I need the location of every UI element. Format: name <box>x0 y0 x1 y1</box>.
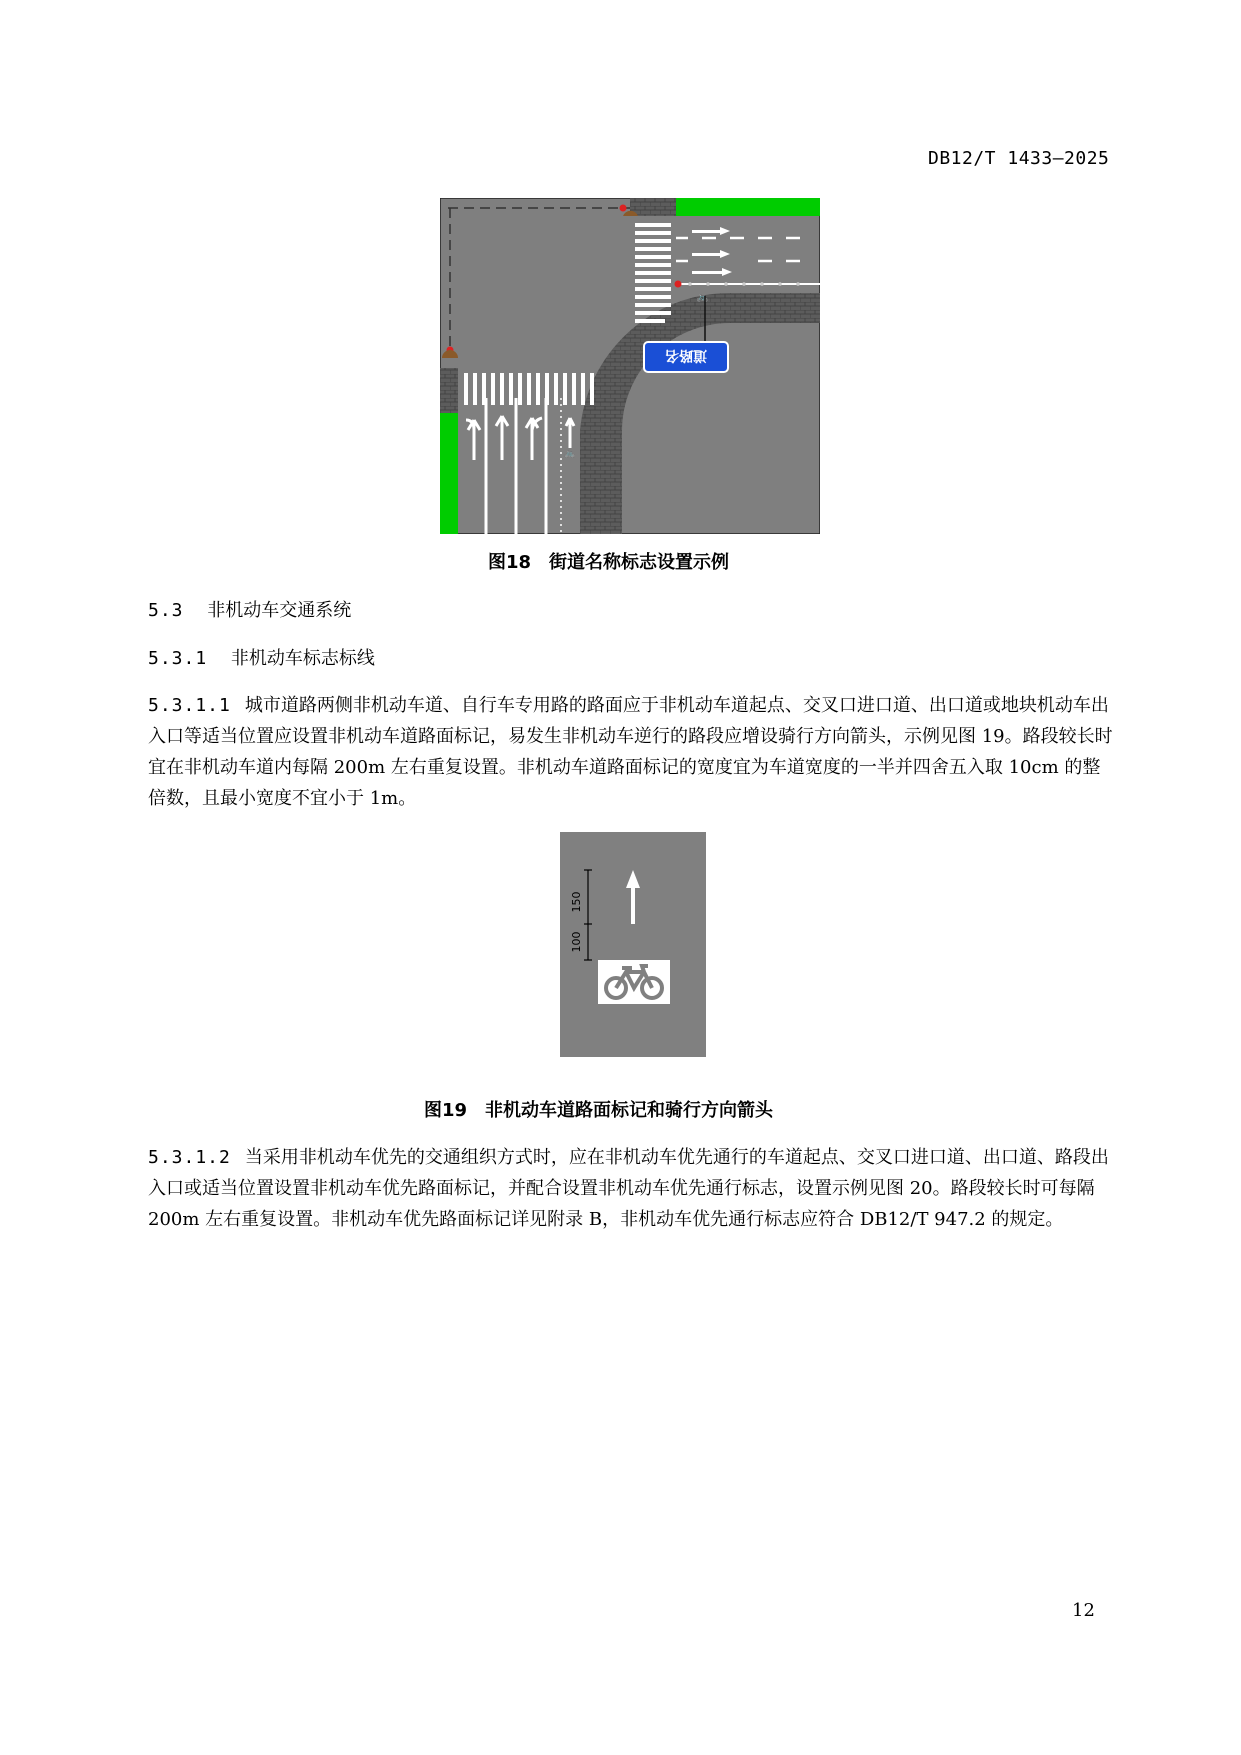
clause-5-3-1-1 <box>148 690 1116 814</box>
figure-18-caption: 图18 街道名称标志设置示例 <box>488 552 730 573</box>
section-5-3-1-heading <box>148 644 375 670</box>
section-number: 5.3.1 <box>148 648 208 669</box>
figure-19-caption: 图19 非机动车道路面标记和骑行方向箭头 <box>424 1100 774 1121</box>
intersection-diagram <box>440 198 820 534</box>
bicycle-symbol-left: 🚲 <box>564 449 576 459</box>
page-number: 12 <box>1072 1600 1095 1621</box>
section-title: 非机动车标志标线 <box>230 648 375 669</box>
red-marker-right <box>675 281 682 288</box>
section-number: 5.3 <box>148 600 184 621</box>
red-marker-top <box>620 205 627 212</box>
clause-text: 城市道路两侧非机动车道、自行车专用路的路面应于非机动车道起点、交叉口进口道、出口道或地块机动车出入口等适当位置应设置非机动车道路面标记，易发生非机动车逆行的路段应增设骑行方向箭头，示例见图 19。路段较长时宜在非机动车道内每隔 200m 左右重复设置。非机动车道路面标记的宽度宜为车道宽度的一半并四舍五入取 10cm 的整倍数，且最小宽度不宜小于 1m。 <box>148 695 1113 809</box>
figure-19 <box>560 832 706 1057</box>
clause-5-3-1-2 <box>148 1142 1116 1235</box>
bicycle-symbol-right: 🚲 <box>696 292 709 303</box>
sign-text: 道路名 <box>665 347 707 363</box>
dimension-150: 150 <box>570 891 583 913</box>
bicycle-lane-marking <box>560 832 706 1057</box>
sidewalk-left <box>440 368 458 413</box>
clause-number: 5.3.1.2 <box>148 1147 231 1168</box>
standard-number: DB12/T 1433—2025 <box>928 148 1110 169</box>
clause-text: 当采用非机动车优先的交通组织方式时，应在非机动车优先通行的车道起点、交叉口进口道、出口道、路段出入口或适当位置设置非机动车优先路面标记，并配合设置非机动车优先通行标志，设置示例见图 20。路段较长时可每隔 200m 左右重复设置。非机动车优先路面标记详见附录 B，非机动车优先通行标志应符合 DB12/T 947.2 的规定。 <box>148 1147 1109 1230</box>
green-belt-top <box>676 198 820 216</box>
clause-number: 5.3.1.1 <box>148 695 231 716</box>
figure-18 <box>440 198 820 534</box>
green-belt-left <box>440 413 458 534</box>
section-5-3-heading <box>148 596 351 622</box>
sidewalk-top <box>630 198 676 216</box>
dimension-100: 100 <box>570 931 583 953</box>
crosswalk-left <box>464 373 594 405</box>
section-title: 非机动车交通系统 <box>207 600 352 621</box>
